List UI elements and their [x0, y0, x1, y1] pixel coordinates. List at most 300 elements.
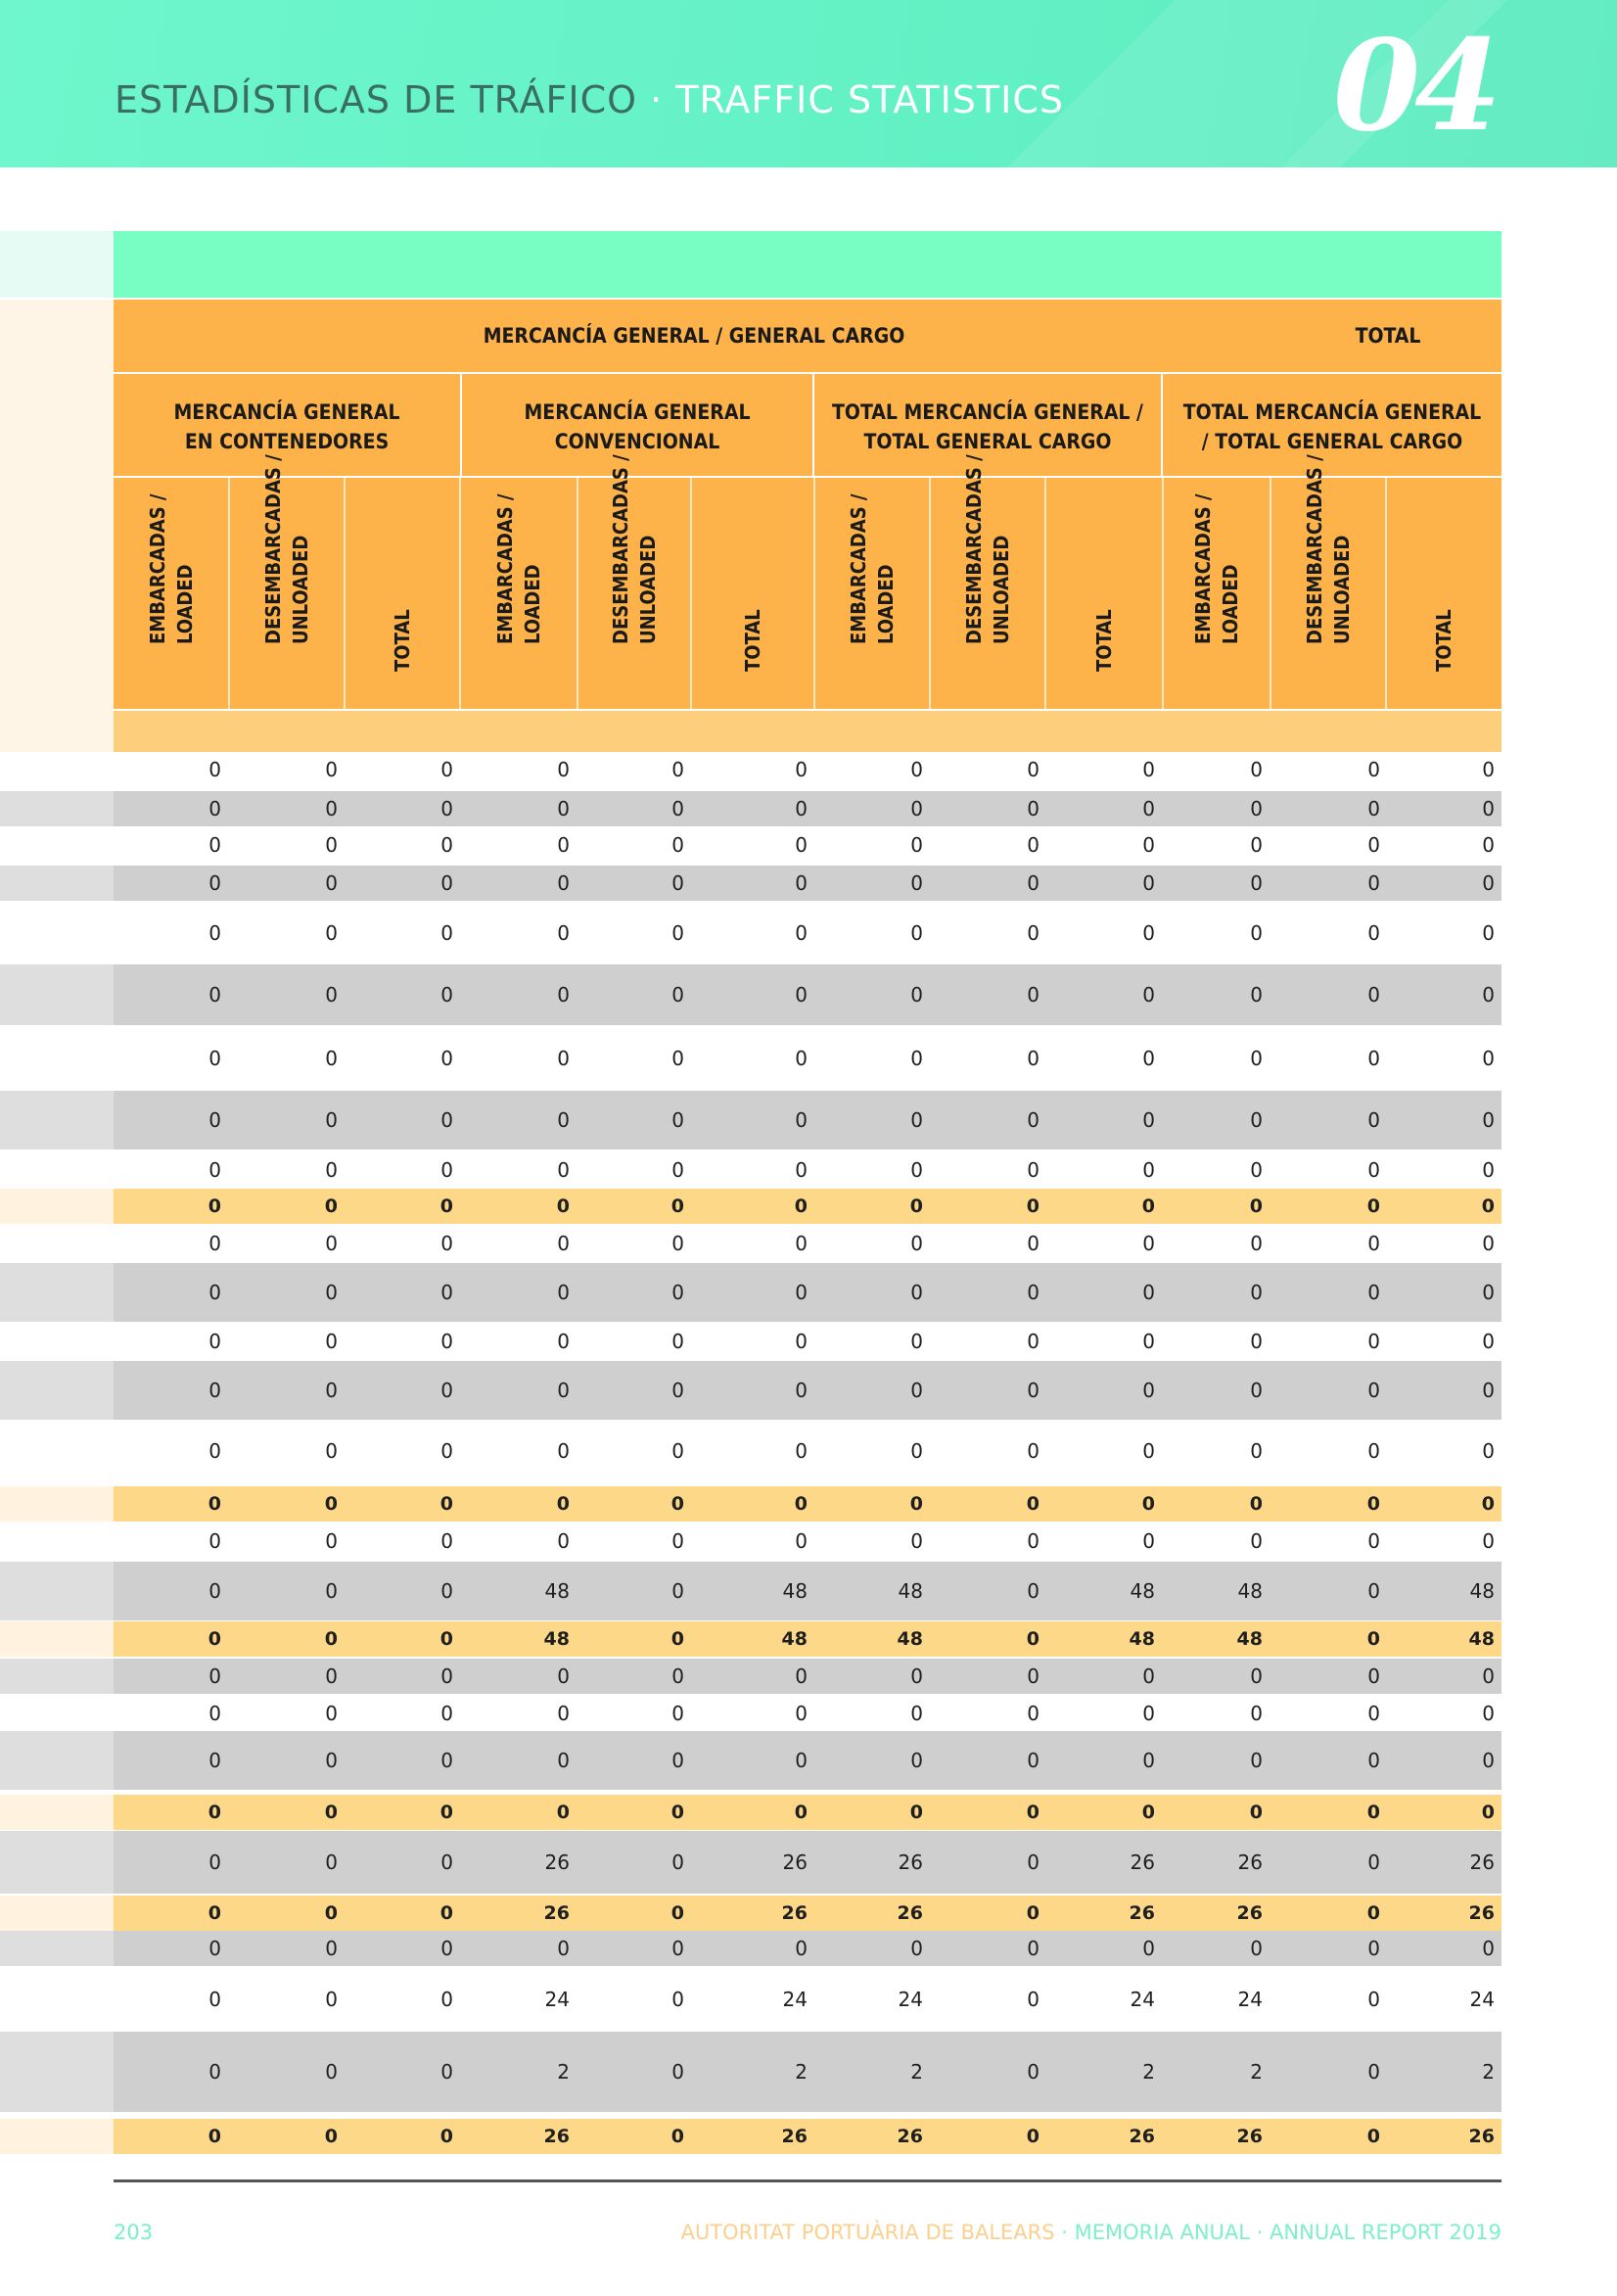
table-cell: 0 [1027, 797, 1040, 820]
table-cell: 0 [670, 1628, 684, 1650]
table-cell: 0 [1367, 758, 1380, 781]
table-cell: 0 [671, 1439, 684, 1463]
table-cell: 0 [208, 1579, 221, 1603]
table-cell: 0 [557, 797, 570, 820]
table-cell: 48 [1236, 1628, 1263, 1650]
table-cell: 0 [1027, 1281, 1040, 1304]
column-header-7 [930, 454, 1045, 709]
row-stub [0, 1966, 114, 2033]
table-cell: 0 [1027, 758, 1040, 781]
table-cell: 0 [1482, 1702, 1495, 1725]
table-cell: 0 [1482, 1439, 1495, 1463]
table-cell: 0 [557, 921, 570, 945]
table-cell: 0 [556, 1195, 570, 1217]
left-stub-header [0, 300, 114, 752]
table-cell: 0 [671, 1281, 684, 1304]
table-cell: 0 [325, 1749, 338, 1772]
column-header-3 [460, 486, 578, 709]
row-stub [0, 1896, 114, 1931]
table-cell: 26 [543, 2126, 570, 2147]
table-cell: 26 [1236, 1902, 1263, 1924]
table-cell: 0 [910, 1047, 923, 1070]
row-stub [0, 1486, 114, 1522]
table-cell: 0 [1027, 1749, 1040, 1772]
row-stub [0, 1731, 114, 1790]
table-cell: 0 [671, 983, 684, 1007]
table-cell: 0 [440, 1281, 453, 1304]
table-cell: 0 [1027, 1664, 1040, 1688]
table-row [114, 866, 1502, 901]
column-separator [929, 478, 931, 709]
subtotal-row [114, 1486, 1502, 1522]
footer-text [680, 2221, 1502, 2244]
table-cell: 0 [1482, 1232, 1495, 1255]
table-cell: 0 [1249, 1493, 1263, 1515]
table-cell: 0 [440, 1439, 453, 1463]
table-row [114, 2032, 1502, 2112]
table-cell: 0 [1482, 1330, 1495, 1353]
column-separator [1270, 478, 1271, 709]
table-row [114, 964, 1502, 1025]
table-row [114, 1091, 1502, 1149]
table-row [114, 1659, 1502, 1694]
table-row [114, 1152, 1502, 1188]
table-row [114, 1696, 1502, 1731]
table-cell: 0 [671, 1579, 684, 1603]
table-cell: 0 [795, 1529, 808, 1553]
table-cell: 0 [440, 1937, 453, 1960]
table-cell: 0 [1027, 921, 1040, 945]
table-cell: 0 [325, 1330, 338, 1353]
table-cell: 0 [1142, 1232, 1155, 1255]
table-cell: 0 [910, 1158, 923, 1182]
table-cell: 0 [1027, 1937, 1040, 1960]
table-cell: 48 [1129, 1628, 1155, 1650]
table-cell: 26 [1469, 1851, 1495, 1874]
table-cell: 0 [1027, 1379, 1040, 1402]
table-cell: 0 [440, 871, 453, 895]
table-cell: 0 [557, 833, 570, 857]
table-cell: 0 [1141, 1493, 1155, 1515]
table-cell: 0 [795, 1702, 808, 1725]
table-cell: 0 [1142, 833, 1155, 857]
table-cell: 0 [440, 833, 453, 857]
left-stub-teal [0, 231, 114, 298]
table-cell: 0 [1367, 1988, 1380, 2011]
table-cell: 0 [1367, 1281, 1380, 1304]
table-cell: 0 [325, 1529, 338, 1553]
table-cell: 0 [440, 1851, 453, 1874]
column-header-row [114, 454, 1502, 709]
column-header-8 [1045, 486, 1163, 709]
table-cell: 0 [910, 921, 923, 945]
table-cell: 24 [1469, 1988, 1495, 2011]
table-cell: 0 [795, 833, 808, 857]
table-cell: 0 [910, 983, 923, 1007]
table-cell: 0 [325, 1664, 338, 1688]
table-cell: 0 [671, 1330, 684, 1353]
table-cell: 0 [795, 797, 808, 820]
table-cell: 0 [439, 2126, 453, 2147]
header-band [0, 0, 1617, 167]
table-cell: 0 [1141, 1802, 1155, 1823]
table-cell: 0 [795, 1664, 808, 1688]
subtotal-row [114, 1621, 1502, 1657]
table-cell: 0 [1142, 871, 1155, 895]
table-cell: 0 [1027, 1579, 1040, 1603]
table-cell: 0 [909, 1195, 923, 1217]
column-header-label: DESEMBARCADAS / UNLOADED [962, 454, 1013, 644]
sub-header-label: MERCANCÍA GENERAL EN CONTENEDORES [173, 400, 400, 453]
table-cell: 0 [1250, 1108, 1263, 1132]
table-cell: 0 [1367, 833, 1380, 857]
table-cell: 0 [208, 983, 221, 1007]
column-header-label: EMBARCADAS / LOADED [146, 493, 197, 644]
table-cell: 0 [671, 1158, 684, 1182]
column-header-0 [114, 486, 229, 709]
table-cell: 0 [671, 2060, 684, 2084]
table-cell: 0 [1027, 871, 1040, 895]
table-cell: 0 [1142, 1281, 1155, 1304]
table-cell: 0 [671, 1664, 684, 1688]
table-cell: 0 [671, 1749, 684, 1772]
table-cell: 0 [325, 1851, 338, 1874]
table-row [114, 1361, 1502, 1420]
group-header-label: MERCANCÍA GENERAL / GENERAL CARGO [483, 324, 905, 348]
row-stub [0, 1152, 114, 1188]
column-header-label: EMBARCADAS / LOADED [847, 493, 898, 644]
table-cell: 0 [208, 833, 221, 857]
table-cell: 0 [1482, 1379, 1495, 1402]
table-cell: 0 [208, 1493, 221, 1515]
table-cell: 0 [1367, 1702, 1380, 1725]
table-cell: 26 [1468, 2126, 1495, 2147]
table-cell: 0 [324, 2126, 338, 2147]
row-stub [0, 1831, 114, 1894]
table-cell: 0 [325, 871, 338, 895]
table-cell: 0 [1026, 1195, 1040, 1217]
table-cell: 0 [910, 797, 923, 820]
table-cell: 0 [910, 1281, 923, 1304]
sub-header-label: TOTAL MERCANCÍA GENERAL / TOTAL GENERAL CARGO [1182, 400, 1482, 453]
column-header-label: TOTAL [1432, 609, 1455, 672]
table-cell: 0 [208, 1802, 221, 1823]
subtotal-row [114, 1795, 1502, 1830]
table-cell: 26 [1129, 1902, 1155, 1924]
table-cell: 0 [795, 1232, 808, 1255]
table-cell: 0 [1026, 1628, 1040, 1650]
row-stub [0, 964, 114, 1025]
table-cell: 26 [543, 1902, 570, 1924]
table-cell: 0 [557, 1047, 570, 1070]
table-cell: 0 [1250, 921, 1263, 945]
table-cell: 0 [208, 1281, 221, 1304]
column-header-5 [691, 486, 814, 709]
table-cell: 0 [1250, 1158, 1263, 1182]
table-cell: 0 [1026, 1902, 1040, 1924]
table-cell: 0 [1482, 833, 1495, 857]
footer-divider [114, 2179, 1502, 2182]
column-separator [228, 478, 230, 709]
table-cell: 0 [1482, 1749, 1495, 1772]
table-cell: 0 [795, 1330, 808, 1353]
table-cell: 0 [795, 983, 808, 1007]
table-cell: 0 [325, 1702, 338, 1725]
table-cell: 0 [1367, 1439, 1380, 1463]
table-cell: 48 [781, 1628, 808, 1650]
table-cell: 0 [208, 1628, 221, 1650]
table-cell: 0 [1367, 1851, 1380, 1874]
table-cell: 0 [671, 758, 684, 781]
table-cell: 0 [795, 1108, 808, 1132]
table-cell: 0 [440, 983, 453, 1007]
table-cell: 0 [1027, 1330, 1040, 1353]
table-cell: 26 [898, 1851, 923, 1874]
table-cell: 0 [910, 1749, 923, 1772]
column-header-11 [1386, 486, 1502, 709]
table-cell: 0 [440, 1529, 453, 1553]
table-cell: 0 [1026, 2126, 1040, 2147]
table-cell: 0 [440, 1108, 453, 1132]
table-cell: 0 [208, 1047, 221, 1070]
row-stub [0, 1621, 114, 1657]
table-cell: 0 [557, 1379, 570, 1402]
table-row [114, 1562, 1502, 1620]
table-cell: 0 [1250, 1232, 1263, 1255]
table-cell: 0 [1250, 871, 1263, 895]
row-stub [0, 1091, 114, 1149]
table-cell: 0 [1027, 1158, 1040, 1182]
table-cell: 0 [557, 1702, 570, 1725]
table-cell: 0 [1027, 833, 1040, 857]
table-cell: 0 [670, 1493, 684, 1515]
table-cell: 0 [671, 1937, 684, 1960]
column-header-label: TOTAL [1092, 609, 1116, 672]
table-row [114, 791, 1502, 826]
table-cell: 0 [1142, 797, 1155, 820]
table-cell: 0 [1250, 1379, 1263, 1402]
table-cell: 0 [1367, 1579, 1380, 1603]
table-cell: 26 [782, 1851, 808, 1874]
table-cell: 0 [671, 1047, 684, 1070]
table-cell: 0 [1367, 2060, 1380, 2084]
title-english: TRAFFIC STATISTICS [675, 78, 1064, 121]
table-row [114, 827, 1502, 863]
table-cell: 0 [208, 871, 221, 895]
table-cell: 2 [910, 2060, 923, 2084]
table-cell: 0 [1367, 1749, 1380, 1772]
table-cell: 0 [208, 1195, 221, 1217]
row-stub [0, 1795, 114, 1830]
table-cell: 0 [671, 1529, 684, 1553]
table-cell: 0 [1482, 1281, 1495, 1304]
table-cell: 0 [208, 758, 221, 781]
table-cell: 0 [910, 1379, 923, 1402]
table-cell: 0 [909, 1802, 923, 1823]
column-header-9 [1163, 486, 1270, 709]
table-cell: 0 [208, 1937, 221, 1960]
table-cell: 0 [208, 1330, 221, 1353]
header-padding-row [114, 711, 1502, 752]
title-separator: · [650, 78, 664, 121]
table-row [114, 1931, 1502, 1966]
column-header-label: EMBARCADAS / LOADED [1191, 493, 1242, 644]
table-cell: 0 [1250, 1330, 1263, 1353]
table-cell: 0 [1026, 1493, 1040, 1515]
table-cell: 0 [325, 983, 338, 1007]
table-cell: 0 [1250, 1047, 1263, 1070]
table-cell: 0 [1142, 1749, 1155, 1772]
table-cell: 0 [910, 1529, 923, 1553]
table-cell: 0 [1250, 1937, 1263, 1960]
table-cell: 0 [557, 1439, 570, 1463]
table-cell: 0 [1482, 921, 1495, 945]
column-header-label: DESEMBARCADAS / UNLOADED [609, 454, 660, 644]
table-cell: 2 [557, 2060, 570, 2084]
table-cell: 0 [440, 1579, 453, 1603]
table-cell: 0 [1482, 797, 1495, 820]
table-cell: 0 [1027, 1232, 1040, 1255]
table-cell: 0 [439, 1195, 453, 1217]
table-cell: 0 [670, 2126, 684, 2147]
table-cell: 0 [795, 1439, 808, 1463]
table-cell: 0 [1367, 1529, 1380, 1553]
table-cell: 0 [1366, 1195, 1380, 1217]
table-cell: 0 [440, 1047, 453, 1070]
table-cell: 0 [909, 1493, 923, 1515]
table-cell: 0 [324, 1195, 338, 1217]
table-cell: 0 [670, 1802, 684, 1823]
table-cell: 0 [910, 833, 923, 857]
table-cell: 0 [557, 1330, 570, 1353]
column-separator [1162, 478, 1164, 709]
table-cell: 0 [440, 1702, 453, 1725]
table-cell: 0 [208, 2060, 221, 2084]
table-cell: 0 [440, 797, 453, 820]
table-cell: 0 [1027, 2060, 1040, 2084]
table-cell: 0 [1481, 1195, 1495, 1217]
table-cell: 0 [1367, 1108, 1380, 1132]
table-cell: 24 [782, 1988, 808, 2011]
table-cell: 0 [1027, 1108, 1040, 1132]
table-cell: 0 [795, 758, 808, 781]
table-cell: 0 [671, 833, 684, 857]
row-stub [0, 866, 114, 901]
table-cell: 0 [1250, 758, 1263, 781]
table-cell: 0 [208, 1158, 221, 1182]
table-cell: 0 [324, 1493, 338, 1515]
table-cell: 0 [1250, 833, 1263, 857]
table-cell: 0 [1027, 1851, 1040, 1874]
column-separator [459, 478, 461, 709]
table-cell: 0 [794, 1195, 808, 1217]
table-cell: 0 [1142, 1702, 1155, 1725]
table-cell: 0 [671, 1232, 684, 1255]
column-header-4 [578, 454, 691, 709]
footer-report-en: ANNUAL REPORT 2019 [1270, 2221, 1502, 2244]
row-stub [0, 1523, 114, 1559]
row-stub [0, 1027, 114, 1090]
table-cell: 0 [325, 921, 338, 945]
table-cell: 0 [440, 758, 453, 781]
table-cell: 0 [557, 983, 570, 1007]
column-separator [690, 478, 692, 709]
row-stub [0, 1562, 114, 1620]
table-cell: 0 [1142, 1047, 1155, 1070]
table-cell: 0 [1142, 1330, 1155, 1353]
table-cell: 0 [1366, 2126, 1380, 2147]
table-cell: 26 [897, 2126, 923, 2147]
table-cell: 0 [1142, 921, 1155, 945]
table-cell: 0 [670, 1195, 684, 1217]
column-header-1 [229, 454, 345, 709]
table-cell: 0 [671, 1379, 684, 1402]
table-cell: 0 [1482, 1158, 1495, 1182]
table-cell: 26 [781, 2126, 808, 2147]
table-cell: 0 [325, 2060, 338, 2084]
table-cell: 0 [910, 1232, 923, 1255]
table-row [114, 1420, 1502, 1482]
table-cell: 0 [1142, 1379, 1155, 1402]
table-cell: 48 [1469, 1579, 1495, 1603]
table-cell: 0 [1367, 921, 1380, 945]
table-cell: 0 [671, 1108, 684, 1132]
table-cell: 0 [1482, 1937, 1495, 1960]
table-cell: 0 [1366, 1628, 1380, 1650]
page-title [115, 78, 1064, 121]
table-cell: 0 [557, 758, 570, 781]
table-cell: 0 [1482, 983, 1495, 1007]
sub-header-label: MERCANCÍA GENERAL CONVENCIONAL [524, 400, 751, 453]
table-cell: 0 [1481, 1493, 1495, 1515]
column-separator [344, 478, 346, 709]
table-cell: 0 [910, 1439, 923, 1463]
table-cell: 0 [325, 1047, 338, 1070]
table-cell: 0 [208, 921, 221, 945]
table-cell: 0 [1142, 983, 1155, 1007]
table-cell: 0 [1366, 1902, 1380, 1924]
row-stub [0, 752, 114, 787]
table-cell: 0 [439, 1493, 453, 1515]
column-separator [813, 478, 815, 709]
table-cell: 0 [325, 1158, 338, 1182]
table-cell: 0 [208, 1749, 221, 1772]
table-row [114, 901, 1502, 965]
row-stub [0, 2032, 114, 2112]
table-cell: 0 [1026, 1802, 1040, 1823]
table-cell: 0 [671, 871, 684, 895]
table-cell: 0 [1250, 1749, 1263, 1772]
table-cell: 0 [1482, 871, 1495, 895]
column-header-2 [345, 486, 460, 709]
table-cell: 0 [1027, 1047, 1040, 1070]
group-header-general-cargo [114, 300, 1274, 372]
row-stub [0, 1263, 114, 1322]
table-cell: 0 [795, 1749, 808, 1772]
table-cell: 0 [208, 1902, 221, 1924]
subtotal-row [114, 1189, 1502, 1224]
table-cell: 0 [556, 1493, 570, 1515]
table-cell: 24 [544, 1988, 570, 2011]
row-stub [0, 1696, 114, 1731]
table-cell: 0 [557, 1158, 570, 1182]
table-cell: 0 [1481, 1802, 1495, 1823]
table-cell: 24 [1130, 1988, 1155, 2011]
table-cell: 0 [670, 1902, 684, 1924]
table-cell: 0 [1250, 797, 1263, 820]
table-cell: 0 [671, 921, 684, 945]
table-cell: 0 [440, 2060, 453, 2084]
